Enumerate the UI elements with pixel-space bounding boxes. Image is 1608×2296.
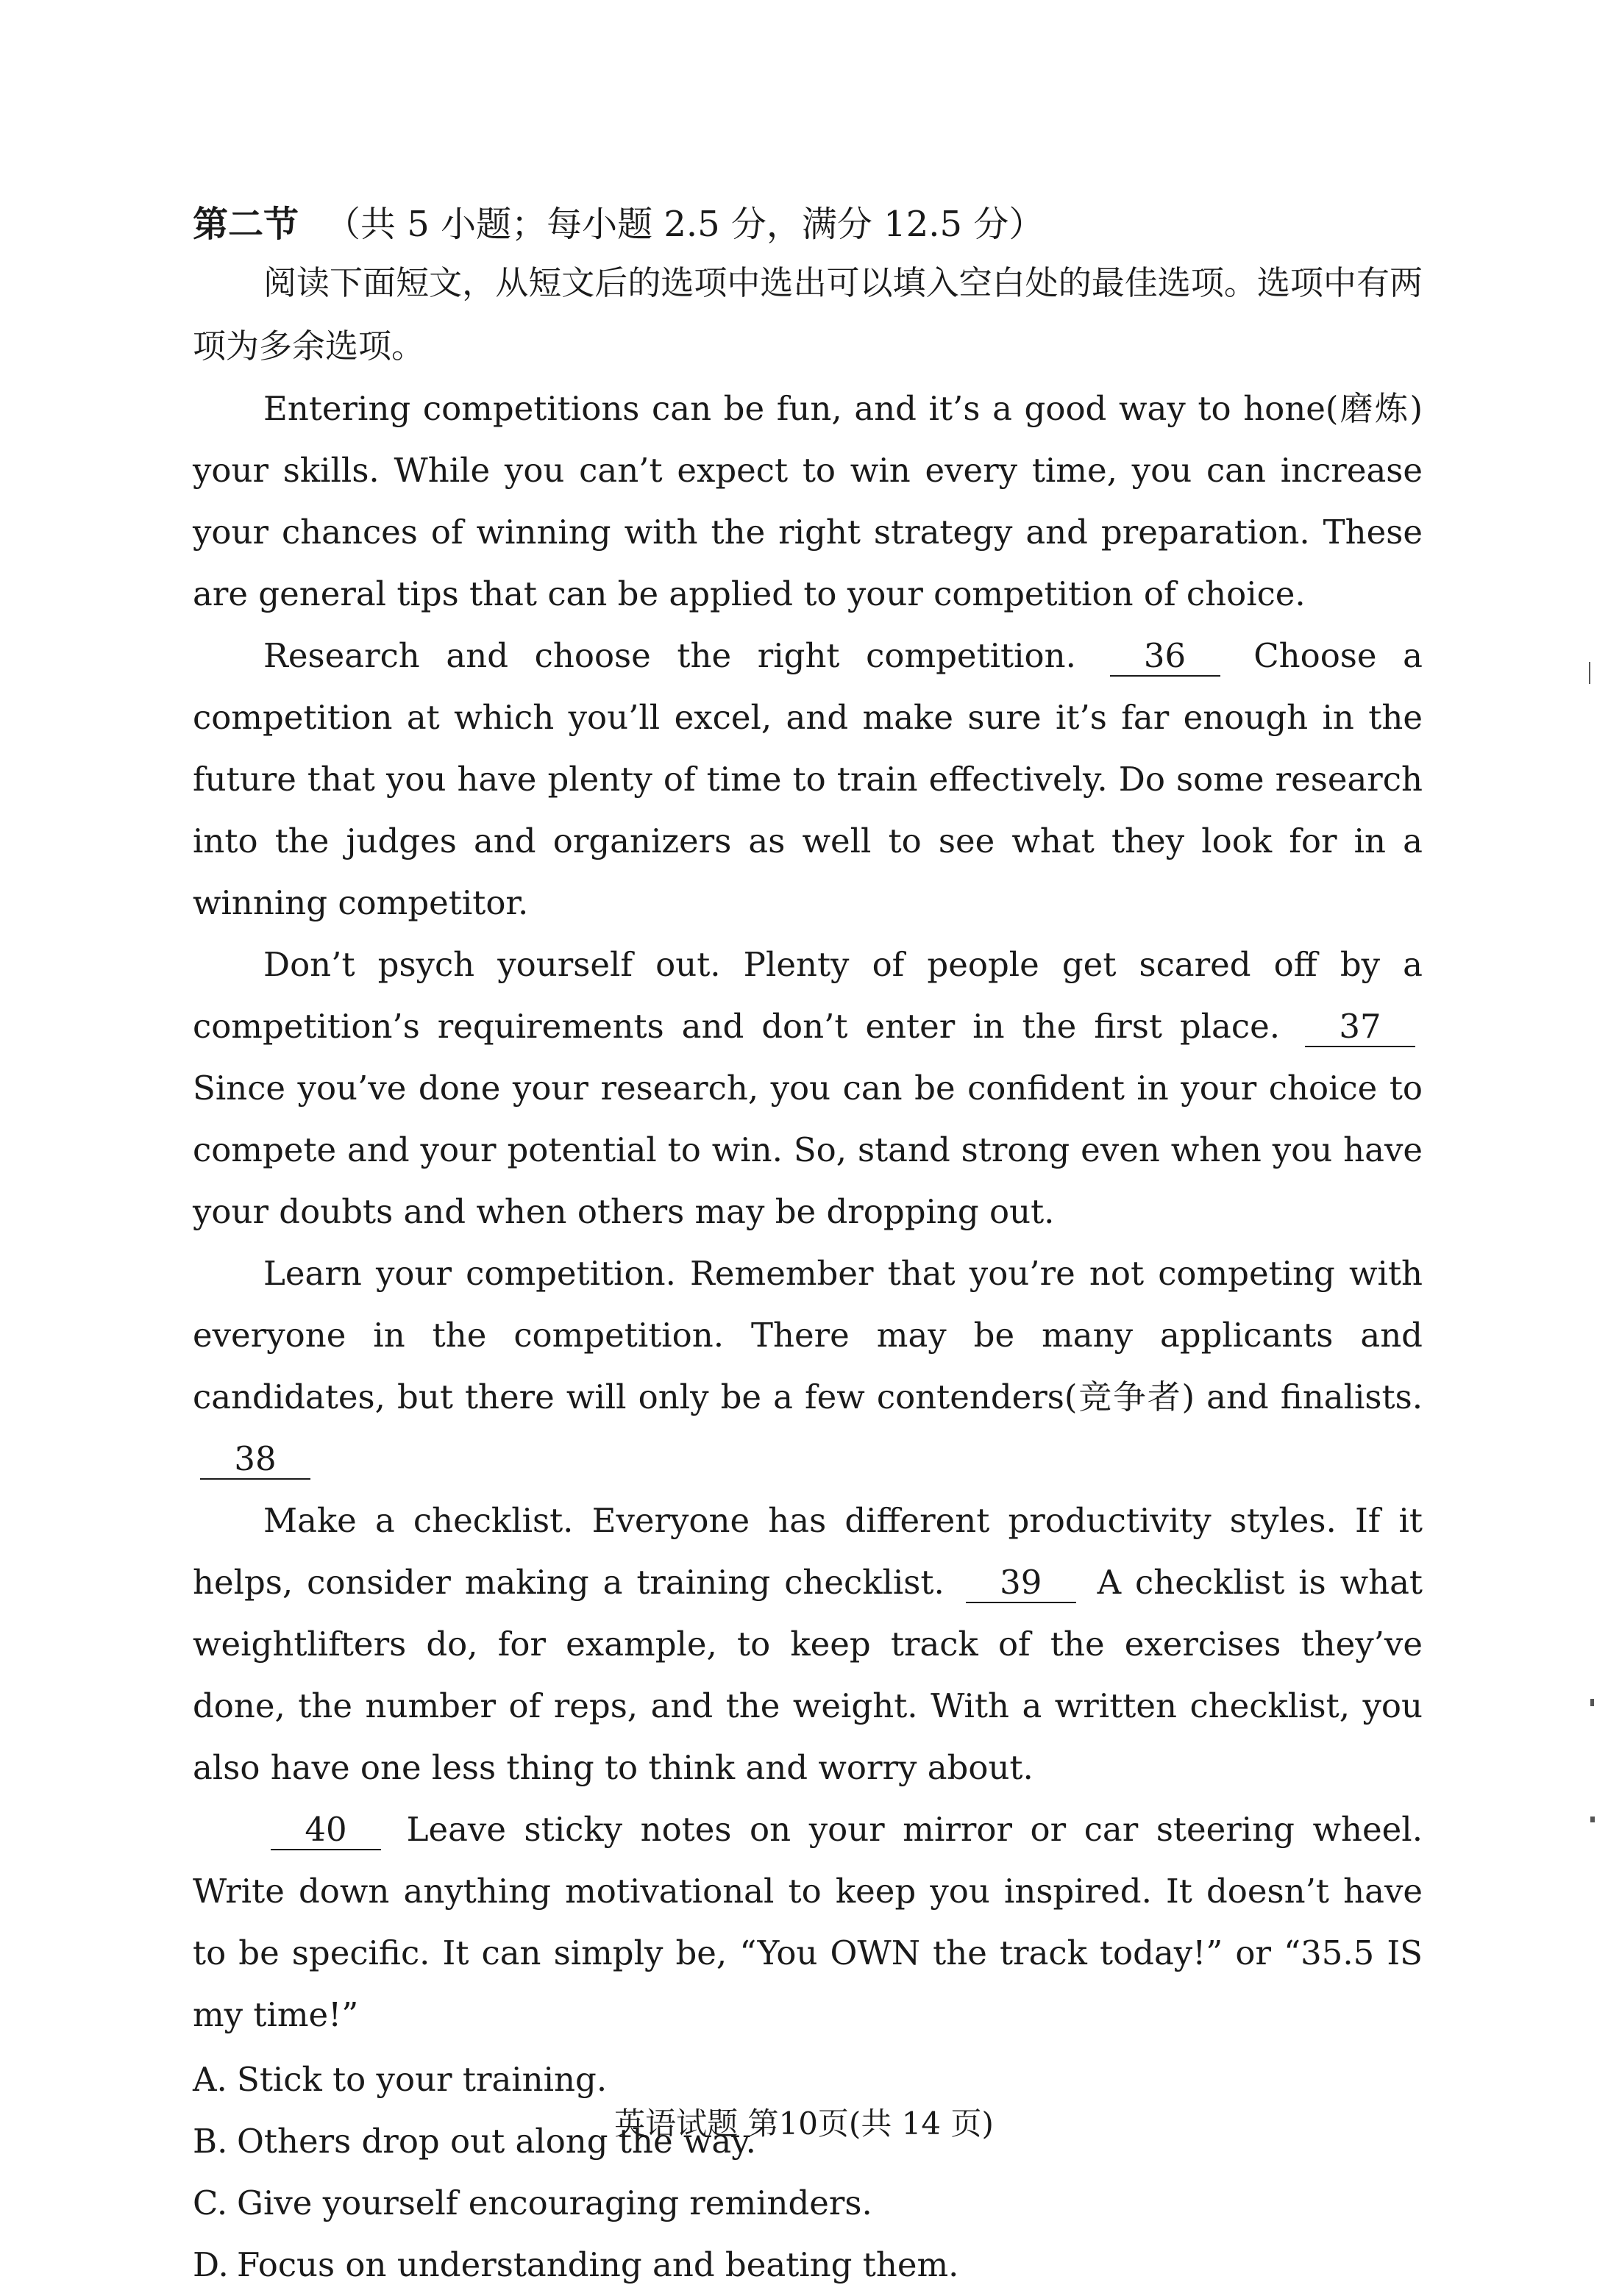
option-letter: B. [193,2122,228,2161]
paragraph-text: A checklist is what weightlifters do, for example, to keep track of the exercises they’ve done, the number of reps, and the weight. With a written checklist, you also have one less thing to think and worry about. [193,1563,1423,1787]
option-text: Focus on understanding and beating them. [237,2245,959,2284]
blank-37: 37 [1305,1008,1415,1047]
scan-mark [1590,1817,1595,1822]
option-letter: D. [193,2245,229,2284]
instructions: 阅读下面短文，从短文后的选项中选出可以填入空白处的最佳选项。选项中有两项为多余选项。 [193,263,1423,366]
section-title: 第二节 [193,204,299,245]
option-c [193,2172,1423,2234]
paragraph-text: Make a checklist. Everyone has different productivity styles. If it helps, consider making a training checklist. [193,1501,1423,1602]
scan-mark [1589,662,1590,684]
passage-paragraph-6 [193,1799,1423,2046]
scan-mark [1590,1699,1594,1706]
blank-40: 40 [271,1811,381,1850]
paragraph-text: Choose a competition at which you’ll excel, and make sure it’s far enough in the future that you have plenty of time to train effectively. Do some research into the judges and organizers as well to see what they look for in a winning competitor. [193,636,1423,922]
passage-paragraph-2 [193,625,1423,934]
passage-paragraph-1: Entering competitions can be fun, and it’s a good way to hone(磨炼) your skills. While you can’t expect to win every time, you can increase your chances of winning with the right strategy and preparation. These are general tips that can be applied to your competition of choice. [193,389,1423,613]
option-text: Others drop out along the way. [237,2122,756,2161]
passage-paragraph-4 [193,1243,1423,1490]
paragraph-text: Don’t psych yourself out. Plenty of people get scared off by a competition’s requirements and don’t enter in the first place. [193,945,1423,1046]
paragraph-text: Since you’ve done your research, you can be confident in your choice to compete and your potential to win. So, stand strong even when you have your doubts and when others may be dropping out. [193,1069,1423,1231]
blank-38: 38 [200,1440,310,1480]
section-note: （共 5 小题；每小题 2.5 分，满分 12.5 分） [325,204,1045,245]
option-letter: A. [193,2060,227,2099]
option-text: Give yourself encouraging reminders. [237,2183,872,2222]
page-footer: 英语试题 第10页(共 14 页) [614,2106,994,2142]
paragraph-text: Leave sticky notes on your mirror or car steering wheel. Write down anything motivational to keep you inspired. It doesn’t have to be specific. It can simply be, “You OWN the track today!” or “35.5 IS my time!” [193,1810,1423,2034]
blank-39: 39 [966,1564,1076,1603]
paragraph-text: Learn your competition. Remember that you’re not competing with everyone in the competition. There may be many applicants and candidates, but there will only be a few contenders(竞争者) and finalists. [193,1254,1423,1416]
section-heading [193,197,1423,252]
paragraph-text: Research and choose the right competition. [263,636,1076,675]
exam-page [193,197,1423,2296]
answer-options [193,2049,1423,2296]
option-text: Stick to your training. [237,2060,608,2099]
passage-paragraph-3 [193,934,1423,1243]
option-d [193,2234,1423,2296]
passage-paragraph-5 [193,1490,1423,1799]
blank-36: 36 [1110,637,1220,677]
option-letter: C. [193,2183,228,2222]
